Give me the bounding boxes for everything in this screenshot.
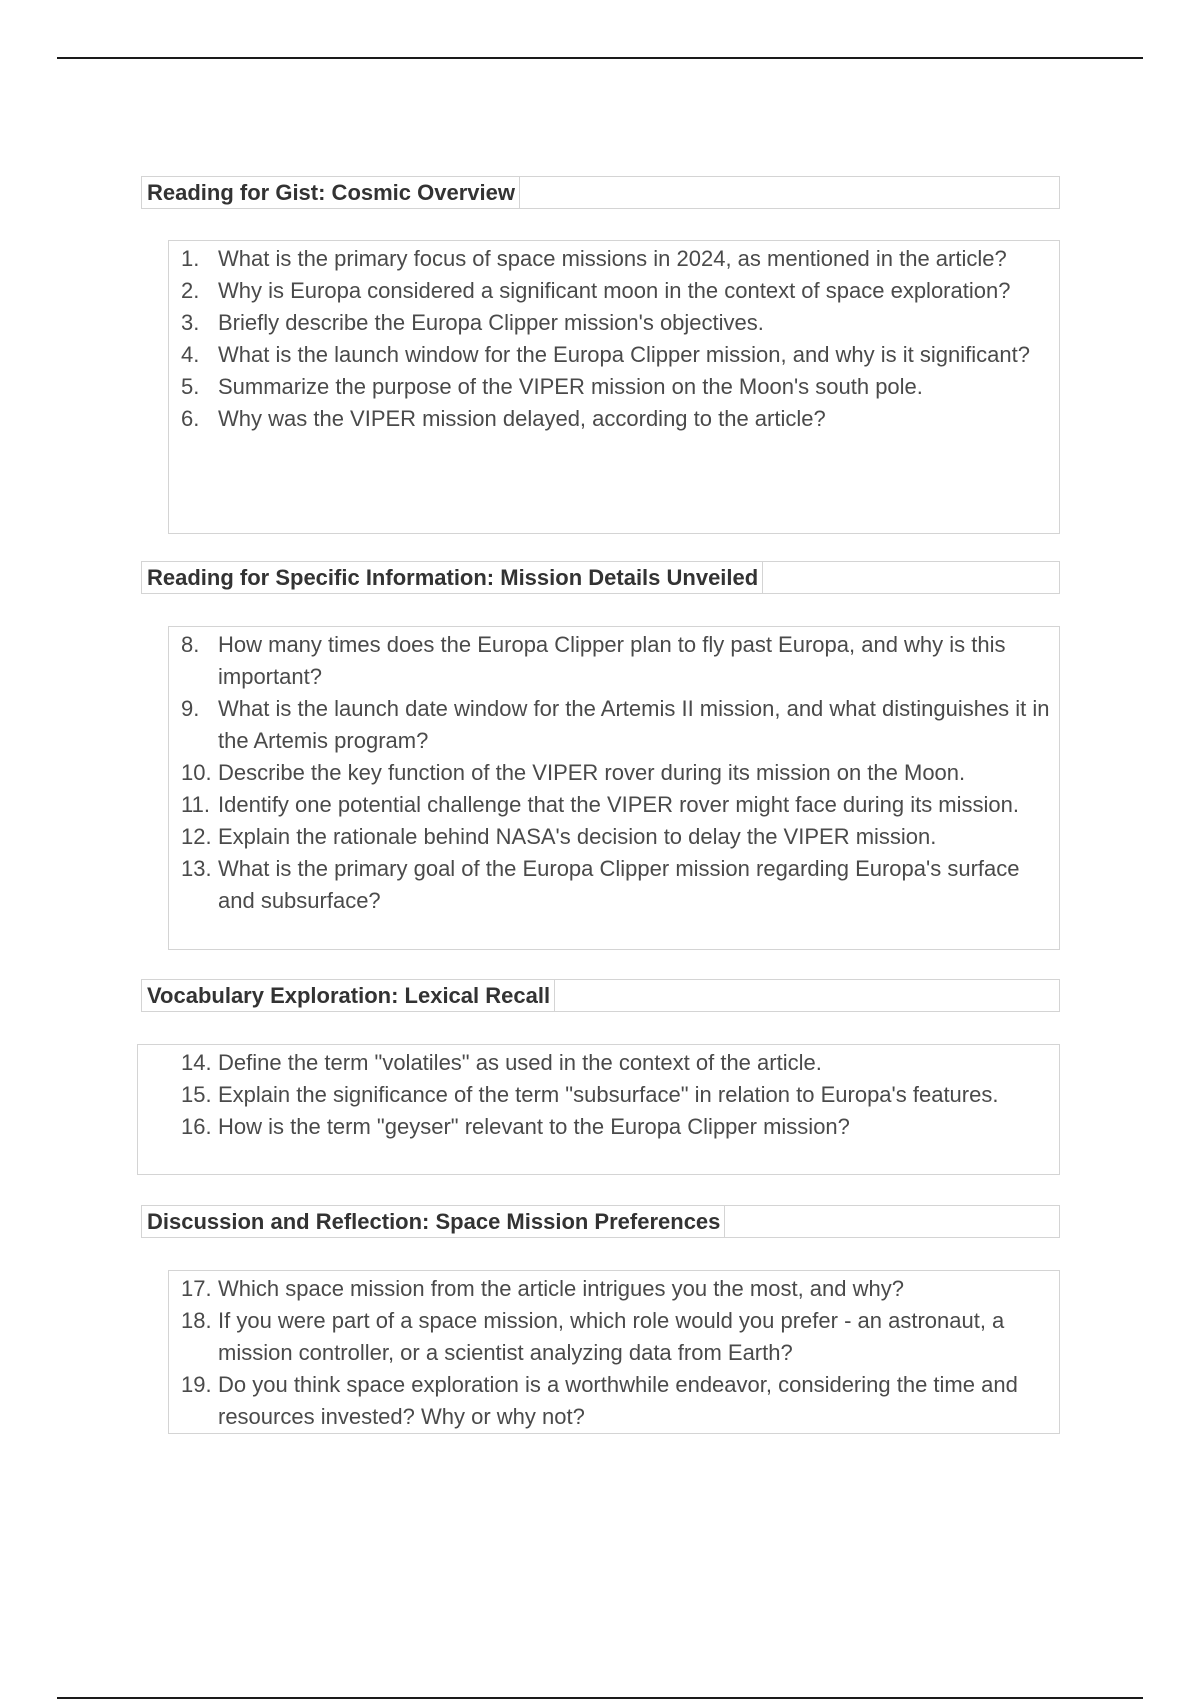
question-item: 3. Briefly describe the Europa Clipper mission's objectives. [181, 310, 764, 335]
section-title: Reading for Gist: Cosmic Overview [147, 177, 520, 208]
section-header-discussion [141, 1205, 1060, 1238]
section-header-vocabulary [141, 979, 1060, 1012]
question-item: 4. What is the launch window for the Europa Clipper mission, and why is it significant? [181, 342, 1030, 367]
question-item: 1. What is the primary focus of space missions in 2024, as mentioned in the article? [181, 246, 1007, 271]
section-title: Reading for Specific Information: Mission Details Unveiled [147, 562, 763, 593]
bottom-rule [57, 1697, 1143, 1699]
section-title: Vocabulary Exploration: Lexical Recall [147, 980, 555, 1011]
question-item: 9. What is the launch date window for the Artemis II mission, and what distinguishes it in the Artemis program? [181, 696, 1050, 753]
question-item: 2. Why is Europa considered a significant moon in the context of space exploration? [181, 278, 1011, 303]
section-title: Discussion and Reflection: Space Mission Preferences [147, 1206, 725, 1237]
question-list [169, 243, 1059, 435]
question-item: 19. Do you think space exploration is a worthwhile endeavor, considering the time and resources invested? Why or why not? [181, 1372, 1018, 1429]
question-item: 8. How many times does the Europa Clipper plan to fly past Europa, and why is this important? [181, 632, 1006, 689]
top-rule [57, 57, 1143, 59]
question-box-vocabulary [137, 1044, 1060, 1175]
question-item: 13. What is the primary goal of the Europa Clipper mission regarding Europa's surface and subsurface? [181, 856, 1020, 913]
question-box-discussion [168, 1270, 1060, 1434]
question-item: 11. Identify one potential challenge that the VIPER rover might face during its mission. [181, 792, 1019, 817]
section-header-gist [141, 176, 1060, 209]
question-item: 16. How is the term "geyser" relevant to the Europa Clipper mission? [181, 1114, 850, 1139]
question-item: 10. Describe the key function of the VIPER rover during its mission on the Moon. [181, 760, 966, 785]
question-item: 14. Define the term "volatiles" as used in the context of the article. [181, 1050, 822, 1075]
question-item: 12. Explain the rationale behind NASA's decision to delay the VIPER mission. [181, 824, 937, 849]
question-list [138, 1047, 1059, 1143]
question-item: 5. Summarize the purpose of the VIPER mission on the Moon's south pole. [181, 374, 923, 399]
question-box-gist [168, 240, 1060, 534]
question-list [169, 1273, 1059, 1433]
question-item: 6. Why was the VIPER mission delayed, according to the article? [181, 406, 826, 431]
question-box-specific [168, 626, 1060, 950]
question-item: 15. Explain the significance of the term "subsurface" in relation to Europa's features. [181, 1082, 999, 1107]
question-item: 17. Which space mission from the article intrigues you the most, and why? [181, 1276, 904, 1301]
question-list [169, 629, 1059, 917]
question-item: 18. If you were part of a space mission, which role would you prefer - an astronaut, a mission controller, or a scientist analyzing data from Earth? [181, 1308, 1005, 1365]
section-header-specific [141, 561, 1060, 594]
